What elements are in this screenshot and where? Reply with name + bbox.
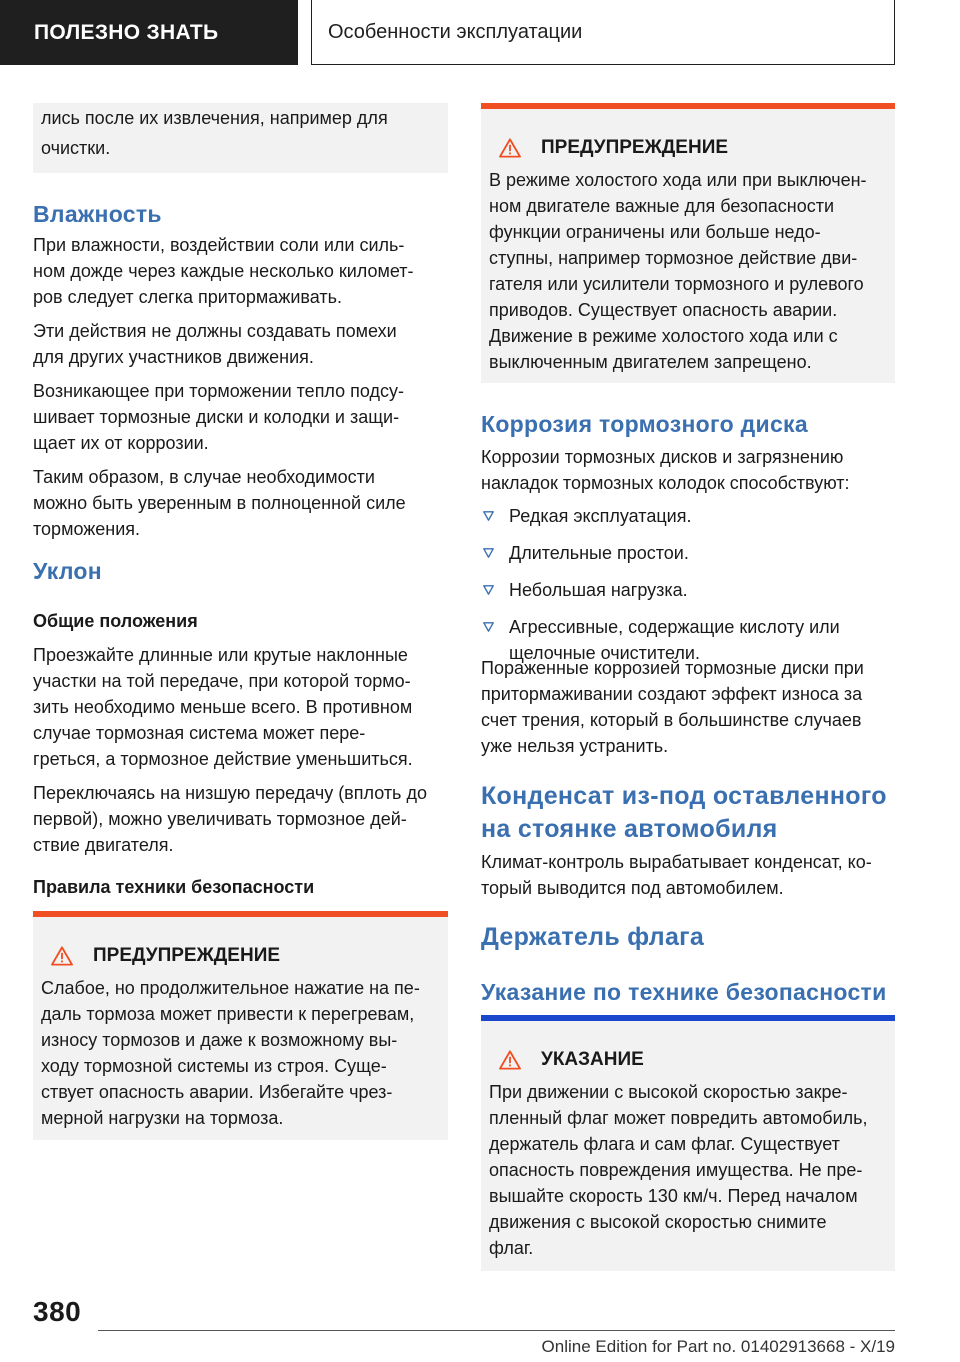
idle-warning-box [481,103,895,383]
warning-triangle-icon [51,946,73,966]
notice-line: При движении с высокой скоростью закре- [489,1082,848,1102]
paragraph [33,780,448,858]
list-item [481,540,895,566]
warning-line: ном двигателе важные для безопасности [489,196,835,216]
text-line: первой), можно увеличивать тормозное дей- [33,809,407,829]
text-line: ров следует слегка притормаживать. [33,287,342,307]
text-line: можно быть уверенным в полноценной силе [33,493,406,513]
paragraph [33,318,448,370]
notice-line: опасность повреждения имущества. Не пре- [489,1160,863,1180]
notice-line: флаг. [489,1238,534,1258]
warning-line: ствует опасность аварии. Избегайте чрез- [41,1082,393,1102]
text-line: При влажности, воздействии соли или силь- [33,235,405,255]
text-line: Таким образом, в случае необходимости [33,467,375,487]
warning-triangle-icon [499,138,521,158]
chapter-title: Особенности эксплуатации [311,0,895,65]
general-provisions-heading: Общие положения [33,611,198,631]
text-line: уже нельзя устранить. [481,736,669,756]
text-line: Пораженные коррозией тормозные диски при [481,658,864,678]
warning-line: даль тормоза может привести к перегревам, [41,1004,415,1024]
text-line: притормаживании создают эффект износа за [481,684,863,704]
warning-header [499,135,887,161]
heading-line: на стоянке автомобиля [481,815,778,843]
paragraph [33,232,448,310]
text-line: торый выводится под автомобилем. [481,878,784,898]
list-item-text: Агрессивные, содержащие кислоту или [509,617,840,637]
warning-label: ПРЕДУПРЕЖДЕНИЕ [541,137,729,158]
humidity-heading: Влажность [33,201,162,227]
intro-continuation-box [33,103,448,173]
paragraph [33,642,448,772]
corrosion-heading: Коррозия тормозного диска [481,411,808,437]
flag-safety-subheading: Указание по технике безопасности [481,979,887,1005]
flag-holder-heading: Держатель флага [481,923,705,951]
warning-header [51,943,440,969]
warning-line: ходу тормозной системы из строя. Суще- [41,1056,387,1076]
text-line: случае тормозная система может пере- [33,723,366,743]
warning-line: В режиме холостого хода или при выключен- [489,170,867,190]
warning-line: ступны, например тормозное действие дви- [489,248,858,268]
flag-notice-box [481,1015,895,1271]
text-line: ном дожде через каждые несколько километ- [33,261,414,281]
warning-line: функции ограничены или больше недо- [489,222,821,242]
text-line: шивает тормозные диски и колодки и защи- [33,407,400,427]
text-line: Климат-контроль вырабатывает конденсат, ко- [481,852,872,872]
paragraph [33,378,448,456]
condensate-text [481,849,895,901]
page-number: 380 [33,1296,82,1327]
humidity-text [33,232,448,542]
slope-heading: Уклон [33,558,102,584]
warning-triangle-icon [499,1050,521,1070]
text-line: ствие двигателя. [33,835,174,855]
text-line: счет трения, который в большинстве случаев [481,710,862,730]
triangle-bullet-icon [483,622,494,632]
warning-line: Движение в режиме холостого хода или с [489,326,838,346]
section-tab: ПОЛЕЗНО ЗНАТЬ [0,0,298,65]
warning-line: приводов. Существует опасность аварии. [489,300,838,320]
notice-line: вышайте скорость 130 км/ч. Перед началом [489,1186,858,1206]
list-item [481,577,895,603]
text-line: Коррозии тормозных дисков и загрязнению [481,447,844,467]
corrosion-intro [481,444,895,496]
footer-divider [98,1330,895,1331]
text-line: для других участников движения. [33,347,314,367]
text-line: греться, а тормозное действие уменьшиться. [33,749,413,769]
text-line: участки на той передаче, при которой тормо- [33,671,411,691]
text-line: Эти действия не должны создавать помехи [33,321,397,341]
text-line: щает их от коррозии. [33,433,209,453]
warning-line: мерной нагрузки на тормоза. [41,1108,284,1128]
warning-line: Слабое, но продолжительное нажатие на пе- [41,978,420,998]
warning-line: гателя или усилители тормозного и рулевого [489,274,864,294]
list-item-text: Редкая эксплуатация. [509,506,692,526]
warning-line: выключенным двигателем запрещено. [489,352,812,372]
heading-line: Конденсат из-под оставленного [481,782,887,810]
slope-text [33,642,448,858]
list-item-text: Небольшая нагрузка. [509,580,688,600]
triangle-bullet-icon [483,585,494,595]
text-line: торможения. [33,519,141,539]
list-item-text: щелочные очистители. [509,643,700,663]
edition-footer: Online Edition for Part no. 01402913668 - X/19 [541,1337,895,1356]
condensate-heading [481,780,895,846]
triangle-bullet-icon [483,511,494,521]
notice-line: движения с высокой скоростью снимите [489,1212,827,1232]
brake-warning-box [33,911,448,1140]
notice-line: пленный флаг может повредить автомобиль, [489,1108,868,1128]
paragraph [33,464,448,542]
text-line: Возникающее при торможении тепло подсу- [33,381,405,401]
text-line: накладок тормозных колодок способствуют: [481,473,850,493]
list-item [481,503,895,529]
list-item-text: Длительные простои. [509,543,689,563]
text-line: Проезжайте длинные или крутые наклонные [33,645,408,665]
notice-header [499,1047,887,1073]
triangle-bullet-icon [483,548,494,558]
warning-line: износу тормозов и даже к возможному вы- [41,1030,398,1050]
page-header [0,0,960,65]
corrosion-outro [481,655,895,759]
warning-label: ПРЕДУПРЕЖДЕНИЕ [93,945,281,966]
text-line: Переключаясь на низшую передачу (вплоть до [33,783,427,803]
corrosion-causes-list [481,503,895,677]
intro-line: очистки. [41,138,111,158]
intro-line: лись после их извлечения, например для [41,108,388,128]
notice-line: держатель флага и сам флаг. Существует [489,1134,840,1154]
text-line: зить необходимо меньше всего. В противном [33,697,413,717]
safety-rules-heading: Правила техники безопасности [33,877,315,897]
notice-label: УКАЗАНИЕ [541,1049,644,1070]
